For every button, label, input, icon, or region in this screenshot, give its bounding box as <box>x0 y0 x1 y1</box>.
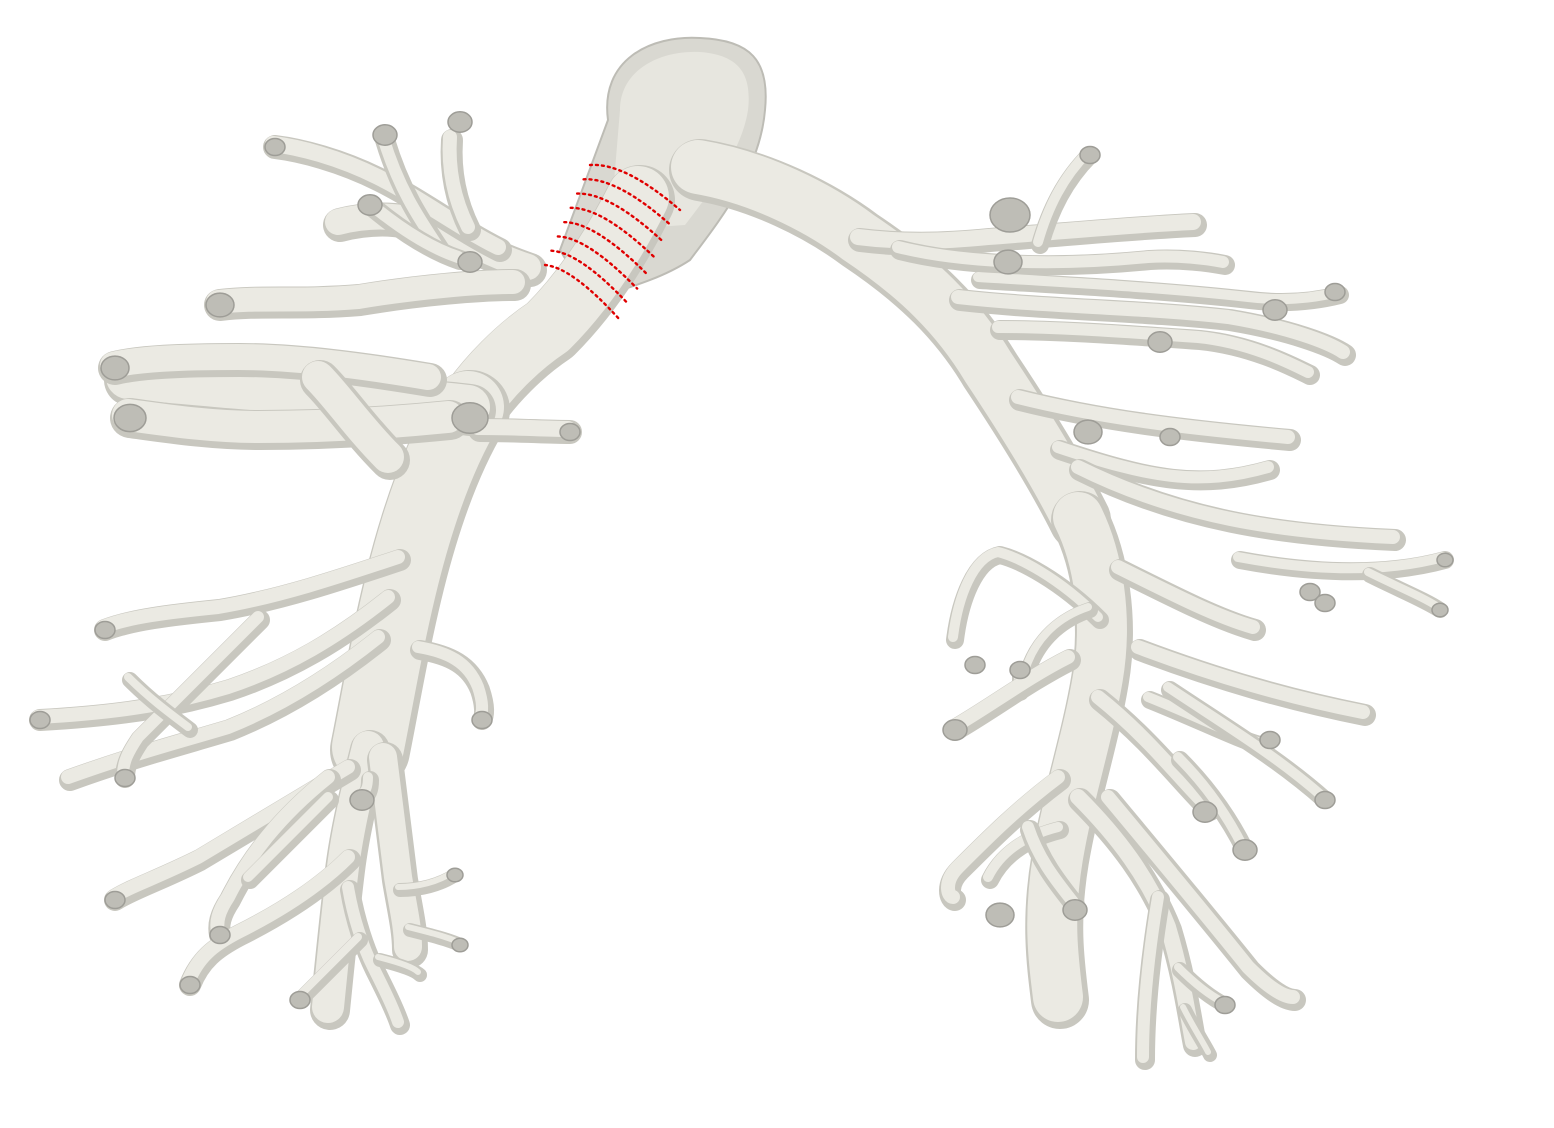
left-basal-cap-b <box>210 927 230 944</box>
right-middle-branch-d <box>1238 557 1445 571</box>
right-lower-cap-g <box>1260 732 1280 749</box>
left-hilar-cap <box>114 404 146 431</box>
left-basal-cap-a <box>105 892 125 909</box>
right-middle-cap-d <box>1315 595 1335 612</box>
right-lower-cap-b <box>1010 662 1030 679</box>
right-lower-branch-n <box>1143 897 1160 1060</box>
right-upper-cap-d <box>1325 284 1345 301</box>
left-basal-cap-e <box>452 938 468 952</box>
right-middle-cap-f <box>1437 553 1453 567</box>
left-hilar-branch-d <box>478 427 570 432</box>
right-lower-cap-f <box>1315 792 1335 809</box>
left-apical-cap-e <box>458 252 482 272</box>
left-basal-cap-f <box>447 868 463 882</box>
left-lower-cap-b <box>350 790 374 810</box>
left-lower-cap-c <box>115 770 135 787</box>
left-apical-branch-a <box>450 137 470 230</box>
right-middle-cap-b <box>1160 429 1180 446</box>
right-apical-cap <box>1080 147 1100 164</box>
left-lower-trunk-b <box>383 757 410 950</box>
left-basal-cap-d <box>290 992 310 1009</box>
left-basal-cap-c <box>180 977 200 994</box>
right-middle-cap-e <box>1432 603 1448 617</box>
right-lower-cap-e <box>1233 840 1257 860</box>
left-hilar-branch-c <box>113 357 430 380</box>
right-lower-cap-i <box>986 903 1014 927</box>
right-lower-cap-j <box>1215 997 1235 1014</box>
right-middle-branch-e <box>1368 572 1440 610</box>
left-lower-cap-e <box>95 622 115 639</box>
left-hilar-cap-3 <box>101 356 129 380</box>
left-lower-cap-a <box>472 712 492 729</box>
left-apical-cap-b <box>373 125 397 145</box>
left-hilar-cap-4 <box>560 424 580 441</box>
left-apical-cap-c <box>448 112 472 132</box>
right-upper-cap-b <box>994 250 1022 274</box>
left-lower-branch-f <box>418 647 484 720</box>
right-lower-branch-m <box>1108 797 1295 1000</box>
right-lower-cap-a <box>965 657 985 674</box>
right-upper-cap-e <box>1148 332 1172 352</box>
right-lower-cap-d <box>1193 802 1217 822</box>
right-upper-cap-c <box>1263 300 1287 320</box>
right-middle-cap-a <box>1074 420 1102 444</box>
right-lower-cap-h <box>1063 900 1087 920</box>
right-upper-cap-a <box>990 198 1030 232</box>
left-apical-cap-d <box>358 195 382 215</box>
left-lower-cap-d <box>30 712 50 729</box>
left-upper-branch-b <box>218 282 515 305</box>
right-lower-cap-c <box>943 720 967 740</box>
left-hilar-branch-b <box>128 415 450 430</box>
right-lower-branch-a <box>1118 567 1255 630</box>
right-upper-branch-b <box>898 247 1225 265</box>
left-hilar-cap-2 <box>452 403 488 434</box>
vessel-branches <box>38 137 1445 1060</box>
left-apical-cap-a <box>265 139 285 156</box>
left-upper-cap <box>206 293 234 317</box>
